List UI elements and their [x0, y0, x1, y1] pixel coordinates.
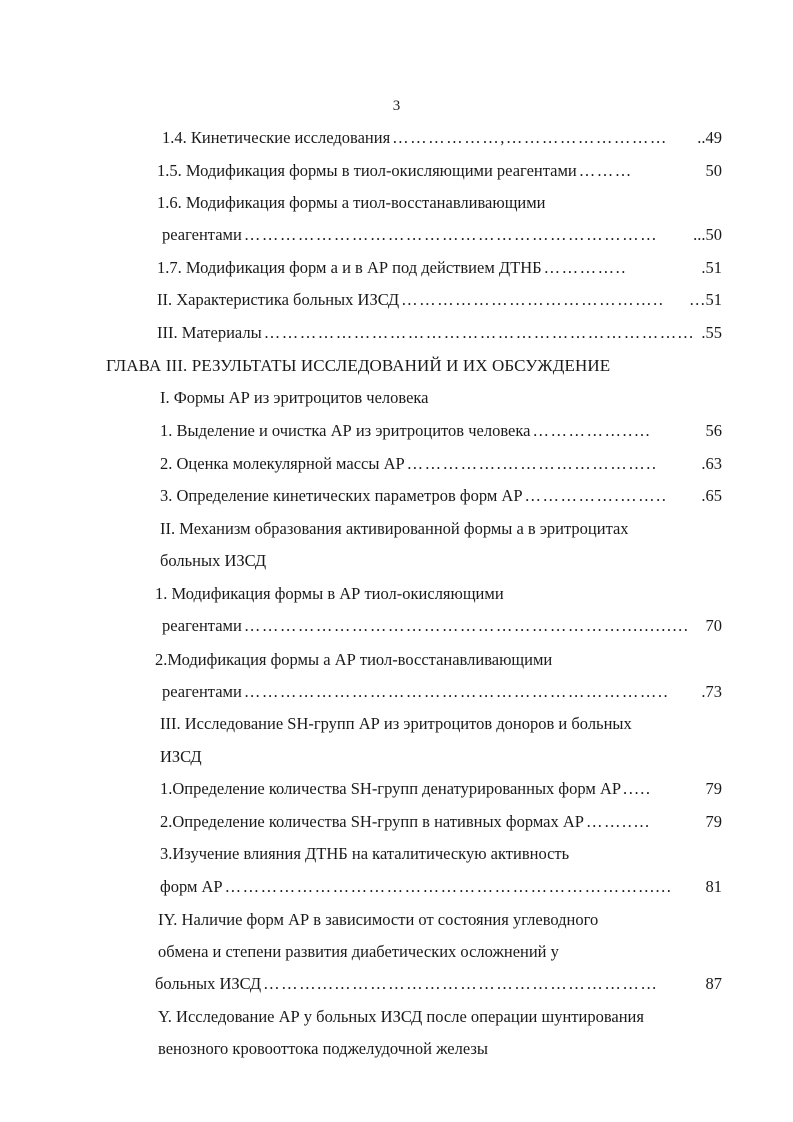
- toc-entry: [0, 680, 793, 704]
- toc-entry-label: III. Материалы: [157, 323, 262, 342]
- toc-entry-label: IY. Наличие форм АР в зависимости от состояния углеводного: [158, 910, 599, 929]
- toc-entry-page: 79: [705, 779, 722, 798]
- toc-entry-leader: ………...………………………………………………: [263, 974, 659, 993]
- toc-entry-page: 79: [705, 812, 722, 831]
- toc-entry: [0, 972, 793, 996]
- toc-entry: [0, 419, 793, 443]
- toc-entry: [0, 810, 793, 834]
- toc-entry: [0, 159, 793, 183]
- toc-entry-leader: ……..…: [585, 812, 652, 831]
- toc-entry: [0, 288, 793, 312]
- toc-entry-leader: ………: [578, 161, 633, 180]
- page-number: 3: [392, 98, 401, 114]
- toc-entry: [0, 256, 793, 280]
- toc-entry-label: II. Механизм образования активированной формы а в эритроцитах: [160, 519, 629, 538]
- toc-entry: [0, 354, 793, 378]
- toc-entry-label: венозного кровооттока поджелудочной железы: [158, 1039, 488, 1058]
- toc-entry: [0, 712, 793, 736]
- toc-entry: [0, 745, 793, 769]
- toc-entry-label: реагентами: [162, 682, 242, 701]
- toc-entry-page: 81: [705, 877, 722, 896]
- toc-entry: [0, 1037, 793, 1061]
- toc-entry-label: II. Характеристика больных ИЗСД: [157, 290, 400, 309]
- toc-entry-label: реагентами: [162, 616, 242, 635]
- toc-entry-label: Y. Исследование АР у больных ИЗСД после операции шунтирования: [158, 1007, 644, 1026]
- toc-entry-label: 1. Выделение и очистка АР из эритроцитов человека: [160, 421, 531, 440]
- toc-entry-leader: …………….……..: [524, 486, 668, 505]
- toc-entry-leader: ………………,………………………: [392, 128, 668, 147]
- toc-entry-label: 1.4. Кинетические исследования: [162, 128, 391, 147]
- toc-entry-label: 1.6. Модификация формы а тиол-восстанавливающими: [157, 193, 546, 212]
- toc-entry-label: 2.Модификация формы а АР тиол-восстанавливающими: [155, 650, 553, 669]
- toc-entry: [0, 549, 793, 573]
- toc-entry: [0, 582, 793, 606]
- toc-entry: [0, 321, 793, 345]
- toc-entry: [0, 386, 793, 410]
- toc-entry-label: III. Исследование SH-групп АР из эритроцитов доноров и больных: [160, 714, 632, 733]
- toc-entry-label: 2.Определение количества SH-групп в нативных формах АР: [160, 812, 584, 831]
- toc-entry-page: .65: [701, 486, 722, 505]
- toc-entry-label: 1.Определение количества SH-групп денатурированных форм АР: [160, 779, 622, 798]
- toc-entry-page: 70: [705, 616, 722, 635]
- toc-entry-label: I. Формы АР из эритроцитов человека: [160, 388, 429, 407]
- toc-entry-label: 1.7. Модификация форм а и в АР под действием ДТНБ: [157, 258, 542, 277]
- toc-entry-page: ...50: [693, 225, 722, 244]
- toc-entry-label: 1. Модификация формы в АР тиол-окисляющими: [155, 584, 504, 603]
- toc-entry: [0, 126, 793, 150]
- toc-entry-page: .73: [701, 682, 722, 701]
- toc-entry-label: обмена и степени развития диабетических осложнений у: [158, 942, 559, 961]
- toc-entry-label: форм АР: [160, 877, 223, 896]
- toc-entry-label: больных ИЗСД: [155, 974, 262, 993]
- toc-entry: [0, 648, 793, 672]
- toc-entry-page: 56: [705, 421, 722, 440]
- toc-entry-label: 3. Определение кинетических параметров форм АР: [160, 486, 523, 505]
- toc-entry-leader: ……………………………………………………………: [243, 225, 659, 244]
- toc-entry-page: .51: [701, 258, 722, 277]
- toc-entry: [0, 1005, 793, 1029]
- toc-entry: [0, 875, 793, 899]
- toc-entry-label: реагентами: [162, 225, 242, 244]
- toc-entry-label: 3.Изучение влияния ДТНБ на каталитическую активность: [160, 844, 570, 863]
- toc-entry-leader: ……………………………………………………………......: [224, 877, 673, 896]
- toc-entry: [0, 191, 793, 215]
- toc-entry: [0, 777, 793, 801]
- toc-entry-leader: ………………………………………………………............: [243, 616, 690, 635]
- toc-entry-page: ..49: [697, 128, 722, 147]
- toc-entry-page: …51: [689, 290, 722, 309]
- toc-entry: [0, 908, 793, 932]
- toc-entry-label: 1.5. Модификация формы в тиол-окисляющими реагентами: [157, 161, 577, 180]
- toc-entry: [0, 614, 793, 638]
- toc-entry-leader: ……………..…: [532, 421, 652, 440]
- toc-entry-leader: ……………………………………………………………...: [263, 323, 695, 342]
- toc-entry-label: ИЗСД: [160, 747, 202, 766]
- toc-entry-label: ГЛАВА III. РЕЗУЛЬТАТЫ ИССЛЕДОВАНИЙ И ИХ ОБСУЖДЕНИЕ: [106, 356, 611, 375]
- toc-entry-page: .63: [701, 454, 722, 473]
- toc-entry-page: 87: [705, 974, 722, 993]
- toc-entry-leader: …………..: [543, 258, 627, 277]
- toc-entry-leader: ……………………………………..: [401, 290, 665, 309]
- toc-entry: [0, 940, 793, 964]
- toc-entry-page: 50: [705, 161, 722, 180]
- toc-entry-page: .55: [701, 323, 722, 342]
- toc-entry-label: 2. Оценка молекулярной массы АР: [160, 454, 405, 473]
- toc-entry-label: больных ИЗСД: [160, 551, 267, 570]
- toc-entry: [0, 223, 793, 247]
- toc-entry: [0, 484, 793, 508]
- toc-entry-leader: …………….……………………..: [406, 454, 658, 473]
- toc-entry: [0, 842, 793, 866]
- toc-entry: [0, 452, 793, 476]
- toc-entry-leader: .....: [623, 779, 652, 798]
- toc-entry-leader: ……………………………………………………………..: [243, 682, 670, 701]
- toc-entry: [0, 517, 793, 541]
